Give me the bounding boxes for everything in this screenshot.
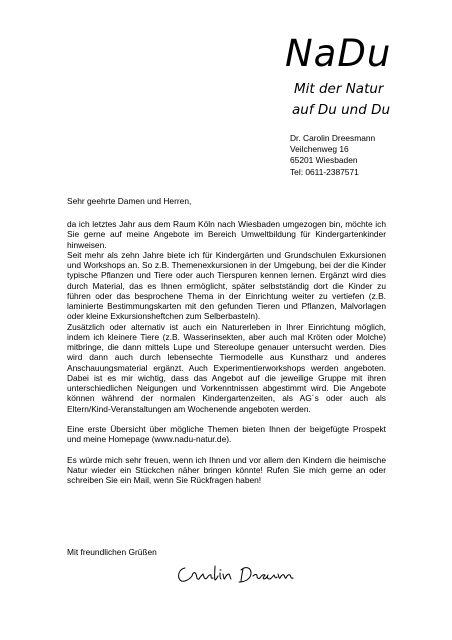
sender-address <box>290 133 375 178</box>
letter-body <box>67 219 386 486</box>
logo-tagline-line1: Mit der Natur <box>294 81 384 97</box>
sender-name: Dr. Carolin Dreesmann <box>290 133 376 143</box>
sender-city: 65201 Wiesbaden <box>290 155 358 166</box>
closing: Mit freundlichen Grüßen <box>67 547 157 557</box>
logo-tagline-line2: auf Du und Du <box>292 102 391 118</box>
paragraph-contact: Es würde mich sehr freuen, wenn ich Ihnen und vor allem den Kindern die heimische Natur wieder ein Stückchen näher bringen könnte! Rufen Sie mich gerne an oder schreiben Sie ein Mail, wenn Sie Rückfragen haben! <box>67 454 386 486</box>
sender-phone: Tel: 0611-2387571 <box>290 166 359 177</box>
handwritten-signature <box>175 560 297 590</box>
nadu-logo <box>282 30 402 118</box>
paragraph-alternative: Zusätzlich oder alternativ ist auch ein Naturerleben in Ihrer Einrichtung möglich, indem ich kleinere Tiere (z.B. Wasserinsekten, aber auch mal Kröten oder Molche) mitbringe, die dann mittels Lupe und Stereolupe genauer untersucht werden. Dies wird dann auch durch lebensechte Tiermodelle aus Kunstharz und anderes Anschauungsmaterial ergänzt. Auch Experimentierworkshops werden angeboten. Dabei ist es mir wichtig, dass das Angebot auf die jeweilige Gruppe mit ihren unterschiedlichen Neigungen und Vorkenntnissen abgestimmt wird. Die Angebote können während der normalen Kindergartenzeiten, als AG´s oder auch als Eltern/Kind-Veranstaltungen am Wochenende angeboten werden. <box>67 321 386 414</box>
paragraph-overview: Eine erste Übersicht über mögliche Themen bieten Ihnen der beigefügte Prospekt und meine Homepage (www.nadu-natur.de). <box>67 424 386 445</box>
sender-street: Veilchenweg 16 <box>290 144 349 155</box>
signature-graphic <box>175 560 297 590</box>
paragraph-offers: Seit mehr als zehn Jahre biete ich für Kindergärten und Grundschulen Exkursionen und Workshops an. So z.B. Themenexkursionen in der Umgebung, bei der die Kinder typische Pflanzen und Tiere oder auch Tierspuren kennen lernen. Ergänzt wird dies durch Material, das es Ihnen ermöglicht, später selbstständig dort die Kinder zu führen oder das besprochene Thema in der Einrichtung weiter zu vertiefen (z.B. laminierte Bestimmungskarten mit den gefunden Tieren und Pflanzen, Malvorlagen oder kleine Exkursionsheftchen zum Selberbasteln). <box>67 249 386 322</box>
logo-graphic <box>282 30 402 118</box>
logo-title: NaDu <box>285 32 392 75</box>
paragraph-intro: da ich letztes Jahr aus dem Raum Köln nach Wiesbaden umgezogen bin, möchte ich Sie gerne auf meine Angebote im Bereich Umweltbildung für Kindergartenkinder hinweisen. <box>67 219 386 250</box>
salutation: Sehr geehrte Damen und Herren, <box>67 196 192 206</box>
